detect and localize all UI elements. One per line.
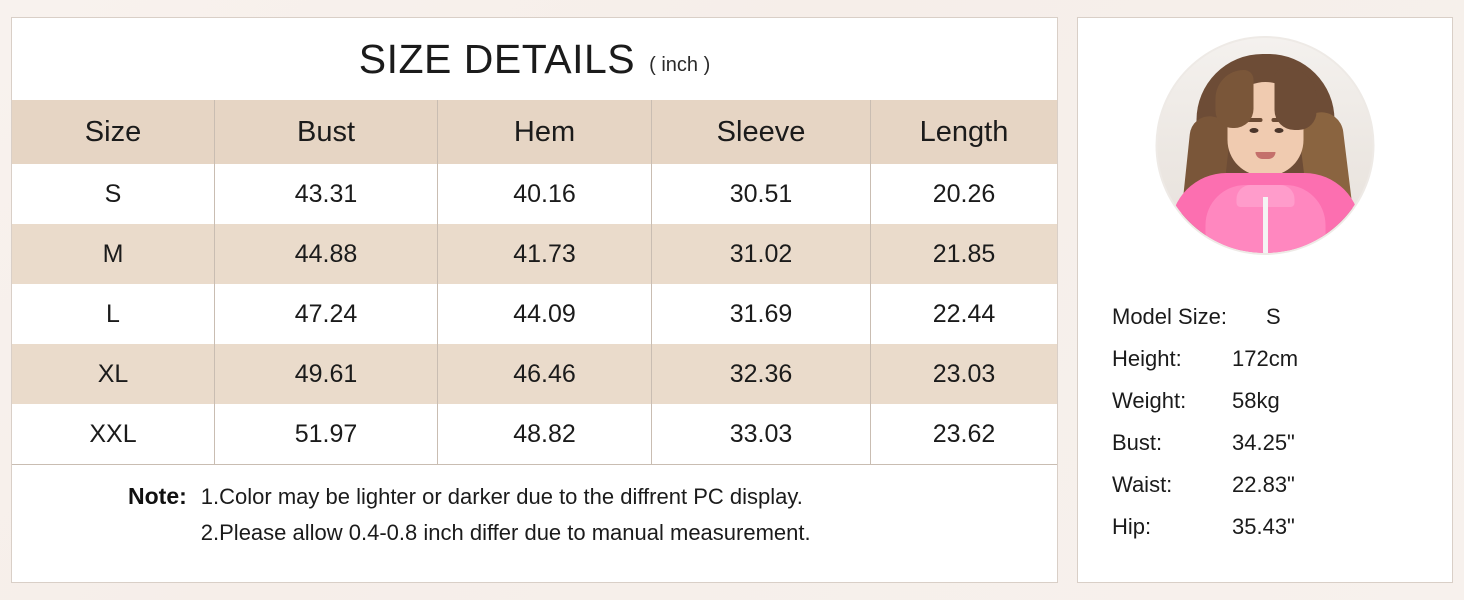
table-row: [12, 164, 1057, 224]
spec-row-model-size: [1112, 304, 1426, 346]
column-header-bust: Bust: [215, 100, 438, 164]
size-table-head: [12, 100, 1057, 164]
spec-label: Bust:: [1112, 430, 1163, 455]
jacket-shape: [1170, 173, 1360, 255]
cell-bust: 49.61: [215, 344, 438, 404]
cell-sleeve: 31.02: [652, 224, 871, 284]
spec-value: S: [1266, 304, 1281, 329]
cell-length: 20.26: [871, 164, 1058, 224]
eye-left: [1250, 128, 1259, 133]
spec-value: 22.83": [1232, 472, 1295, 497]
cell-length: 21.85: [871, 224, 1058, 284]
spec-row-waist: [1112, 472, 1426, 514]
spec-value: 58kg: [1232, 388, 1280, 413]
note-label: Note:: [128, 483, 187, 509]
note-line-2: 2.Please allow 0.4-0.8 inch differ due to manual measurement.: [200, 520, 811, 545]
page-title: SIZE DETAILS: [358, 35, 636, 82]
note-section: [12, 464, 1057, 582]
column-header-hem: Hem: [438, 100, 652, 164]
cell-length: 23.03: [871, 344, 1058, 404]
cell-bust: 51.97: [215, 404, 438, 464]
cell-size: XL: [12, 344, 215, 404]
cell-hem: 44.09: [438, 284, 652, 344]
note-line-1: 1.Color may be lighter or darker due to the diffrent PC display.: [200, 484, 803, 509]
spec-row-bust: [1112, 430, 1426, 472]
spec-label: Hip:: [1112, 514, 1152, 539]
cell-sleeve: 33.03: [652, 404, 871, 464]
spec-row-weight: [1112, 388, 1426, 430]
cell-sleeve: 31.69: [652, 284, 871, 344]
spec-label: Weight:: [1112, 388, 1187, 413]
spec-label: Waist:: [1112, 472, 1173, 497]
eye-right: [1275, 128, 1284, 133]
cell-hem: 41.73: [438, 224, 652, 284]
spec-row-hip: [1112, 514, 1426, 556]
spec-value: 34.25": [1232, 430, 1295, 455]
cell-bust: 47.24: [215, 284, 438, 344]
column-header-length: Length: [871, 100, 1058, 164]
table-row: [12, 284, 1057, 344]
size-details-panel: [11, 17, 1058, 583]
cell-size: L: [12, 284, 215, 344]
size-table-body: [12, 164, 1057, 464]
spec-value: 35.43": [1232, 514, 1295, 539]
spec-value: 172cm: [1232, 346, 1299, 371]
table-header-row: [12, 100, 1057, 164]
cell-size: XXL: [12, 404, 215, 464]
cell-length: 22.44: [871, 284, 1058, 344]
cell-length: 23.62: [871, 404, 1058, 464]
size-table: [12, 100, 1057, 464]
cell-bust: 43.31: [215, 164, 438, 224]
table-row: [12, 224, 1057, 284]
cell-size: S: [12, 164, 215, 224]
cell-sleeve: 30.51: [652, 164, 871, 224]
jacket-zipper: [1263, 197, 1268, 255]
column-header-size: Size: [12, 100, 215, 164]
spec-label: Model Size:: [1112, 304, 1227, 329]
model-photo-image: [1158, 38, 1373, 253]
column-header-sleeve: Sleeve: [652, 100, 871, 164]
unit-label: ( inch ): [649, 53, 711, 76]
cell-sleeve: 32.36: [652, 344, 871, 404]
cell-size: M: [12, 224, 215, 284]
spec-row-height: [1112, 346, 1426, 388]
spec-label: Height:: [1112, 346, 1182, 371]
cell-hem: 46.46: [438, 344, 652, 404]
note-lines: [201, 479, 811, 551]
size-title-row: [12, 18, 1057, 100]
table-row: [12, 344, 1057, 404]
cell-hem: 48.82: [438, 404, 652, 464]
table-row: [12, 404, 1057, 464]
model-info-panel: [1077, 17, 1453, 583]
model-photo: [1156, 36, 1375, 255]
model-spec-list: [1078, 304, 1452, 556]
cell-hem: 40.16: [438, 164, 652, 224]
cell-bust: 44.88: [215, 224, 438, 284]
